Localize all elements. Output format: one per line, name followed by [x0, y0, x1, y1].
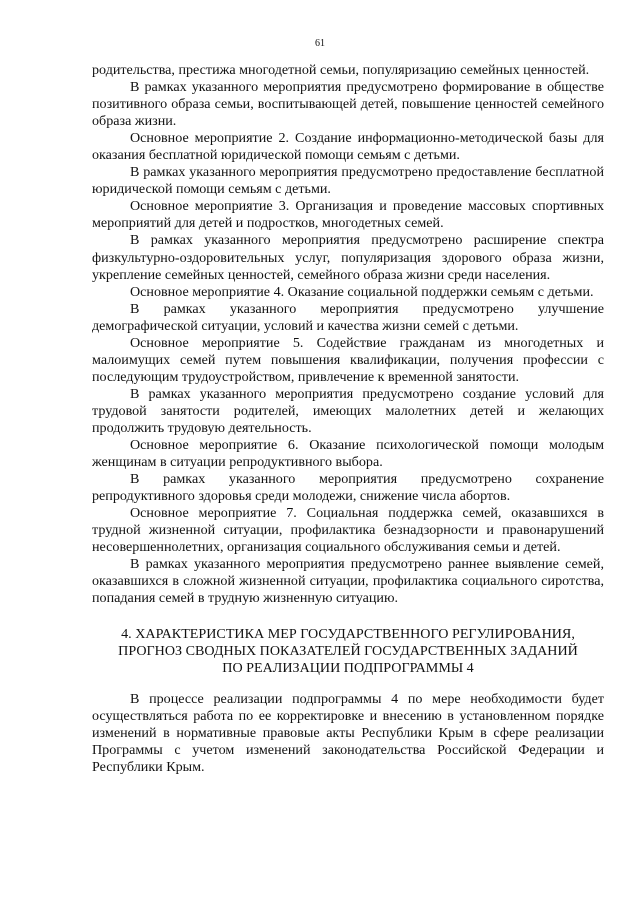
- paragraph: Основное мероприятие 6. Оказание психологической помощи молодым женщинам в ситуации репродуктивного выбора.: [92, 437, 604, 471]
- section-heading-line: ПРОГНОЗ СВОДНЫХ ПОКАЗАТЕЛЕЙ ГОСУДАРСТВЕННЫХ ЗАДАНИЙ: [118, 642, 578, 659]
- document-body: [92, 62, 604, 776]
- section-heading: [92, 626, 604, 677]
- paragraph: Основное мероприятие 2. Создание информационно-методической базы для оказания бесплатной юридической помощи семьям с детьми.: [92, 130, 604, 164]
- paragraph: В рамках указанного мероприятия предусмотрено предоставление бесплатной юридической помощи семьям с детьми.: [92, 164, 604, 198]
- section-heading-line: 4. ХАРАКТЕРИСТИКА МЕР ГОСУДАРСТВЕННОГО РЕГУЛИРОВАНИЯ,: [121, 625, 575, 642]
- paragraph: В рамках указанного мероприятия предусмотрено создание условий для трудовой занятости родителей, имеющих малолетних детей и желающих продолжить трудовую деятельность.: [92, 385, 604, 436]
- paragraph: В рамках указанного мероприятия предусмотрено улучшение демографической ситуации, условий и качества жизни семей с детьми.: [92, 300, 604, 334]
- paragraph: В процессе реализации подпрограммы 4 по мере необходимости будет осуществляться работа по ее корректировке и внесению в установленном порядке изменений в нормативные правовые акты Республики Крым в сфере реализации Программы с учетом изменений законодательства Российской Федерации и Республики Крым.: [92, 690, 604, 775]
- paragraph: Основное мероприятие 4. Оказание социальной поддержки семьям с детьми.: [130, 283, 594, 300]
- paragraph: Основное мероприятие 3. Организация и проведение массовых спортивных мероприятий для детей и подростков, многодетных семей.: [92, 198, 604, 232]
- paragraph: В рамках указанного мероприятия предусмотрено формирование в обществе позитивного образа семьи, воспитывающей детей, повышение ценностей семейного образа жизни.: [92, 79, 604, 130]
- paragraph: родительства, престижа многодетной семьи, популяризацию семейных ценностей.: [92, 62, 590, 78]
- paragraph: В рамках указанного мероприятия предусмотрено расширение спектра физкультурно-оздоровительных услуг, популяризация здорового образа жизни, укрепление семейных ценностей, семейного образа жизни среди населения.: [92, 232, 604, 283]
- paragraph: Основное мероприятие 7. Социальная поддержка семей, оказавшихся в трудной жизненной ситуации, профилактика безнадзорности и правонарушений несовершеннолетних, организация социального обслуживания семьи и детей.: [92, 505, 604, 556]
- section-heading-line: ПО РЕАЛИЗАЦИИ ПОДПРОГРАММЫ 4: [222, 659, 474, 676]
- paragraph: В рамках указанного мероприятия предусмотрено раннее выявление семей, оказавшихся в сложной жизненной ситуации, профилактика социального сиротства, попадания семей в трудную жизненную ситуацию.: [92, 556, 604, 607]
- paragraph: В рамках указанного мероприятия предусмотрено сохранение репродуктивного здоровья среди молодежи, снижение числа абортов.: [92, 471, 604, 505]
- paragraph: Основное мероприятие 5. Содействие гражданам из многодетных и малоимущих семей путем повышения квалификации, получения профессии с последующим трудоустройством, привлечение к временной занятости.: [92, 334, 604, 385]
- page-number: 61: [315, 38, 325, 49]
